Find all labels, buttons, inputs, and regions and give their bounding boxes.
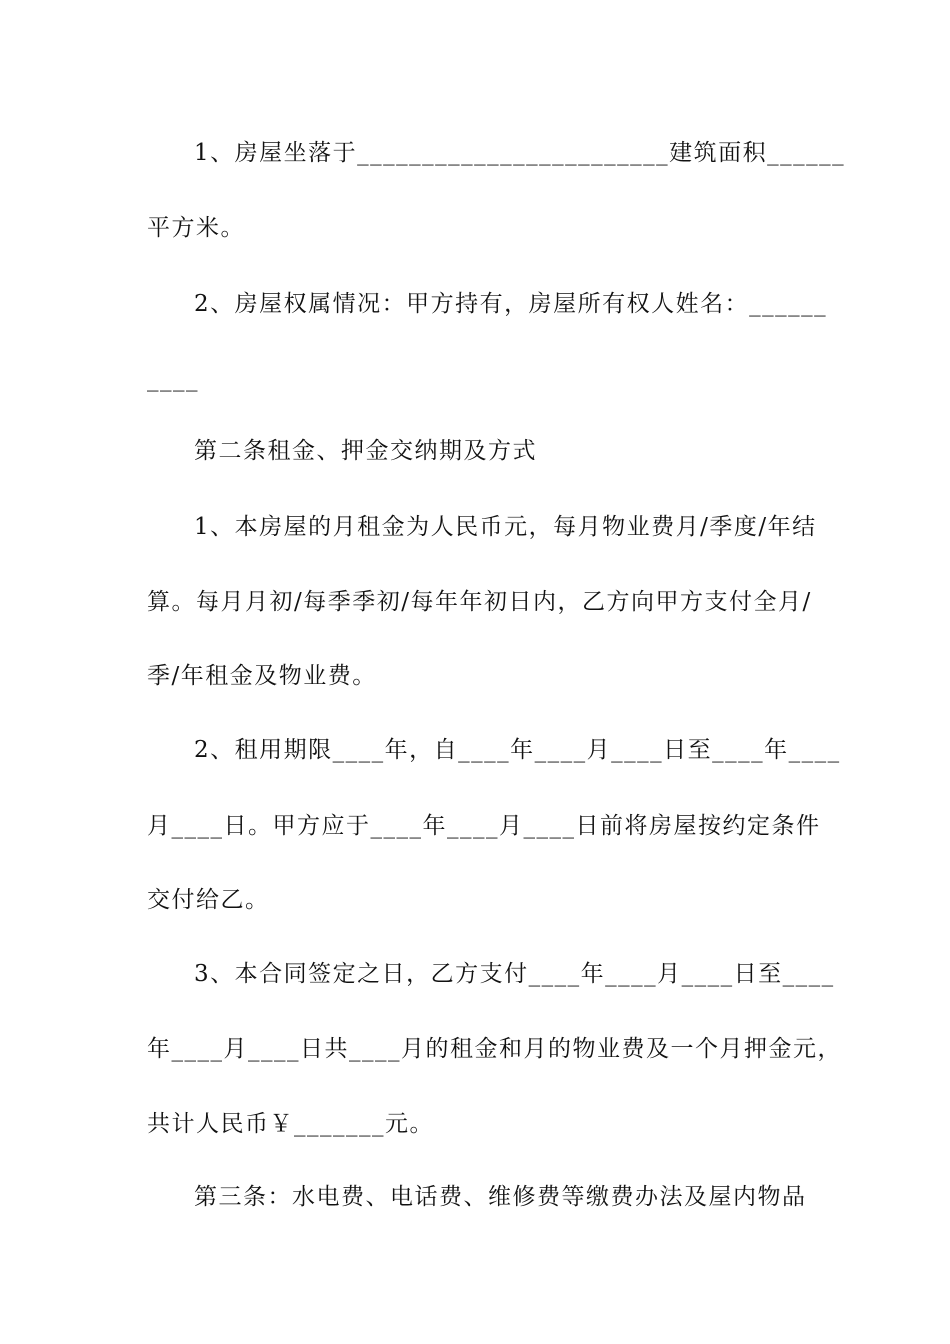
text-line: 共计人民币￥_______元。 — [147, 1111, 434, 1137]
text-line: 平方米。 — [147, 215, 245, 241]
text-line: 3、本合同签定之日，乙方支付____年____月____日至____ — [194, 961, 835, 987]
text-line: ____ — [147, 366, 199, 392]
text-line: 季/年租金及物业费。 — [147, 663, 377, 689]
text-line: 月____日。甲方应于____年____月____日前将房屋按约定条件 — [147, 813, 821, 839]
text-line: 算。每月月初/每季季初/每年年初日内，乙方向甲方支付全月/ — [147, 589, 812, 615]
text-line: 2、房屋权属情况：甲方持有，房屋所有权人姓名：______ — [194, 291, 828, 317]
section-heading: 第二条租金、押金交纳期及方式 — [194, 438, 537, 464]
text-line: 2、租用期限____年，自____年____月____日至____年____ — [194, 737, 841, 763]
text-line: 交付给乙。 — [147, 887, 270, 913]
section-heading: 第三条：水电费、电话费、维修费等缴费办法及屋内物品 — [194, 1184, 807, 1210]
text-line: 1、房屋坐落于________________________建筑面积______ — [194, 140, 846, 166]
text-line: 1、本房屋的月租金为人民币元，每月物业费月/季度/年结 — [194, 514, 817, 540]
text-line: 年____月____日共____月的租金和月的物业费及一个月押金元， — [147, 1036, 842, 1062]
